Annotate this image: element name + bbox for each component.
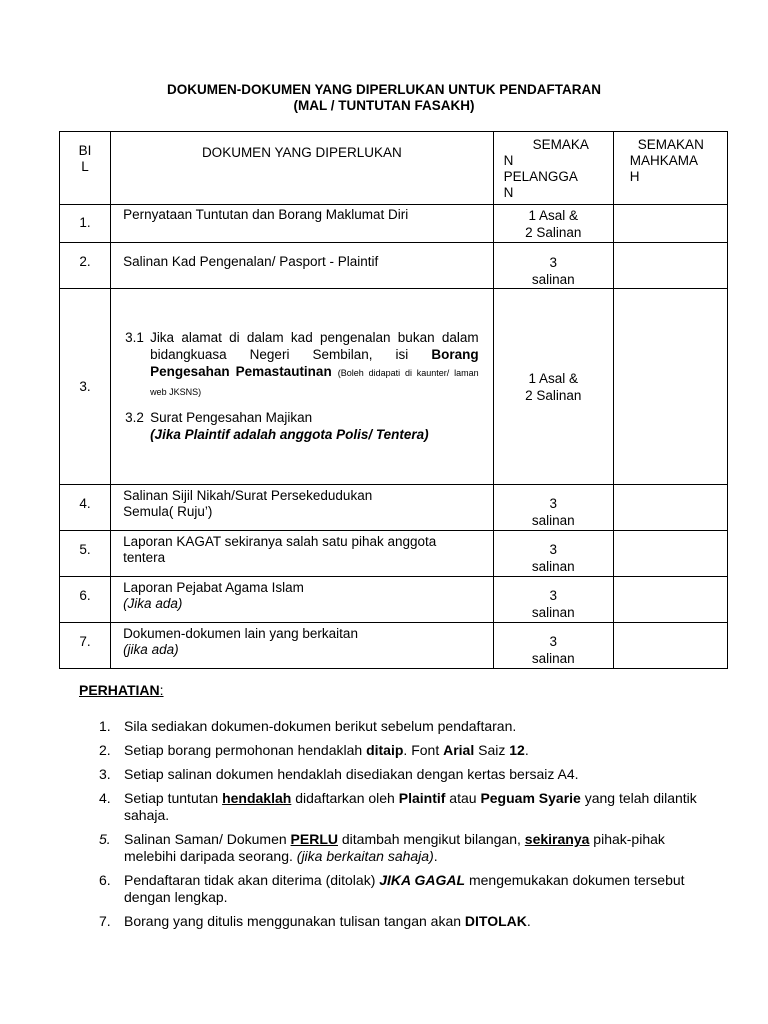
row-copies (493, 243, 613, 289)
row-court-check (613, 243, 727, 289)
header-sp-line: SEMAKA (532, 137, 589, 152)
table-row (60, 577, 728, 623)
copies-line: 3 (549, 588, 557, 603)
document-title: DOKUMEN-DOKUMEN YANG DIPERLUKAN UNTUK PENDAFTARAN (166, 82, 601, 97)
document-note: (jika ada) (123, 642, 179, 657)
note-emphasis: hendaklah (222, 790, 292, 806)
note-emphasis: 12 (509, 742, 525, 758)
copies-line: salinan (531, 272, 575, 287)
row-document (111, 205, 494, 243)
copies-line: salinan (531, 605, 575, 620)
note-text-part: atau (445, 790, 481, 806)
copies-line: 1 Asal & (528, 370, 578, 386)
header-semakan-pelanggan (493, 132, 613, 205)
row-document (111, 289, 494, 485)
sub-item-number: 3.2 (125, 410, 144, 425)
header-dokumen: DOKUMEN YANG DIPERLUKAN (111, 132, 494, 205)
notes-heading-text: PERHATIAN (79, 682, 160, 698)
row-document (111, 531, 494, 577)
row-number: 3. (60, 289, 111, 485)
note-text-part: Sila sediakan dokumen-dokumen berikut sebelum pendaftaran. (124, 718, 517, 734)
notes-heading-colon: : (159, 682, 164, 698)
copies-line: 3 (549, 542, 557, 557)
documents-table (59, 131, 728, 669)
header-bil (60, 132, 111, 205)
table-row (60, 243, 728, 289)
header-semakan-mahkamah (613, 132, 727, 205)
note-text-part: . (433, 848, 438, 864)
row-document (111, 485, 494, 531)
document-line: Pernyataan Tuntutan dan Borang Maklumat Diri (123, 207, 409, 222)
note-text-part: didaftarkan oleh (291, 790, 399, 806)
sub-item (111, 329, 493, 401)
row-copies (493, 577, 613, 623)
note-text-part: ditambah mengikut bilangan, (338, 831, 525, 847)
table-header-row (60, 132, 728, 205)
note-text (124, 913, 699, 930)
note-number: 2. (99, 742, 111, 758)
note-emphasis: Plaintif (398, 790, 446, 806)
note-text-part: . (526, 913, 531, 929)
copies-line: 1 Asal & (528, 208, 578, 223)
sub-item-text (150, 329, 493, 401)
document-line: Semula( Ruju’) (123, 504, 213, 519)
note-text-part: pihak-pihak melebihi daripada seorang. (124, 831, 665, 864)
note-number: 6. (99, 872, 111, 888)
note-item (99, 831, 699, 865)
copies-line: 3 (549, 255, 557, 270)
row-copies (493, 205, 613, 243)
table-row (60, 205, 728, 243)
sub-item-body: Jika alamat di dalam kad pengenalan bukan dalam bidangkuasa Negeri Sembilan, isi (150, 330, 479, 362)
note-text-part: Setiap salinan dokumen hendaklah disediakan dengan kertas bersaiz A4. (124, 766, 579, 782)
note-item (99, 790, 699, 824)
note-item (99, 742, 699, 759)
row-court-check (613, 531, 727, 577)
header-sp-line: N (503, 153, 514, 168)
row-number: 5. (60, 531, 111, 577)
row-number: 7. (60, 623, 111, 669)
sub-item (111, 409, 493, 443)
row-document (111, 623, 494, 669)
note-text (124, 742, 699, 759)
document-line: Laporan KAGAT sekiranya salah satu pihak anggota (123, 534, 437, 549)
header-bil-line: L (81, 159, 89, 174)
sub-item-note: (Jika Plaintif adalah anggota Polis/ Tentera) (150, 427, 429, 442)
header-sm-line: SEMAKAN (637, 137, 704, 152)
note-text-part: Pendaftaran tidak akan diterima (ditolak) (124, 872, 380, 888)
note-text (124, 718, 699, 735)
table-row (60, 531, 728, 577)
note-text (124, 831, 699, 865)
note-italic: (jika berkaitan sahaja) (296, 848, 434, 864)
row-number: 2. (60, 243, 111, 289)
copies-line: salinan (531, 651, 575, 666)
note-text-part: . (524, 742, 529, 758)
form-name: Borang Pengesahan Pemastautinan (150, 347, 479, 379)
document-subtitle: (MAL / TUNTUTAN FASAKH) (293, 98, 475, 113)
row-number: 4. (60, 485, 111, 531)
note-emphasis: Peguam Syarie (480, 790, 581, 806)
copies-line: 3 (549, 634, 557, 649)
document-note: (Jika ada) (123, 596, 183, 611)
document-line: Salinan Kad Pengenalan/ Pasport - Plaintif (123, 254, 379, 269)
note-emphasis: Arial (443, 742, 475, 758)
note-item (99, 766, 699, 783)
header-sp-line: PELANGGA (503, 169, 578, 184)
header-sm-line: MAHKAMA (629, 153, 699, 168)
row-number: 1. (60, 205, 111, 243)
note-text-part: yang telah dilantik sahaja. (124, 790, 697, 823)
row-document (111, 243, 494, 289)
sub-item-body: Surat Pengesahan Majikan (150, 410, 313, 425)
note-item (99, 913, 699, 930)
note-number: 5. (99, 831, 111, 847)
sub-item-number: 3.1 (125, 330, 144, 345)
form-source-note: (Boleh didapati di kaunter/ laman web JKSNS) (150, 368, 479, 397)
copies-line: salinan (531, 559, 575, 574)
note-text-part: mengemukakan dokumen tersebut dengan lengkap. (124, 872, 685, 905)
note-emphasis: JIKA GAGAL (379, 872, 466, 888)
note-text-part: . Font (403, 742, 444, 758)
header-bil-line: BI (78, 143, 92, 158)
row-court-check (613, 289, 727, 485)
sub-item-text (150, 409, 493, 443)
row-document (111, 577, 494, 623)
note-emphasis: sekiranya (524, 831, 590, 847)
copies-line: 2 Salinan (525, 225, 582, 240)
document-line: tentera (123, 550, 166, 565)
note-text-part: Setiap borang permohonan hendaklah (124, 742, 367, 758)
notes-heading (79, 682, 164, 698)
note-text-part: Saiz (474, 742, 510, 758)
document-line: Dokumen-dokumen lain yang berkaitan (123, 626, 358, 641)
note-emphasis: PERLU (290, 831, 338, 847)
note-number: 4. (99, 790, 111, 806)
table-row (60, 289, 728, 485)
note-item (99, 718, 699, 735)
table-row (60, 485, 728, 531)
copies-line: 3 (549, 496, 557, 511)
note-item (99, 872, 699, 906)
row-number: 6. (60, 577, 111, 623)
row-copies (493, 531, 613, 577)
copies-line: salinan (531, 513, 575, 528)
note-emphasis: ditaip (366, 742, 404, 758)
note-number: 1. (99, 718, 111, 734)
note-text-part: Borang yang ditulis menggunakan tulisan tangan akan (124, 913, 465, 929)
row-copies (493, 485, 613, 531)
row-court-check (613, 205, 727, 243)
header-sp-line: N (503, 185, 514, 200)
notes-list (99, 718, 699, 937)
row-copies (493, 289, 613, 485)
note-text (124, 790, 699, 824)
row-court-check (613, 577, 727, 623)
row-copies (493, 623, 613, 669)
note-number: 3. (99, 766, 111, 782)
note-text-part: Salinan Saman/ Dokumen (124, 831, 291, 847)
row-court-check (613, 485, 727, 531)
row-court-check (613, 623, 727, 669)
header-sm-line: H (629, 169, 640, 184)
table-row (60, 623, 728, 669)
note-text (124, 766, 699, 783)
note-text-part: Setiap tuntutan (124, 790, 223, 806)
note-number: 7. (99, 913, 111, 929)
copies-line: 2 Salinan (525, 387, 582, 403)
document-line: Laporan Pejabat Agama Islam (123, 580, 304, 595)
note-emphasis: DITOLAK (464, 913, 527, 929)
document-line: Salinan Sijil Nikah/Surat Persekedudukan (123, 488, 373, 503)
note-text (124, 872, 699, 906)
